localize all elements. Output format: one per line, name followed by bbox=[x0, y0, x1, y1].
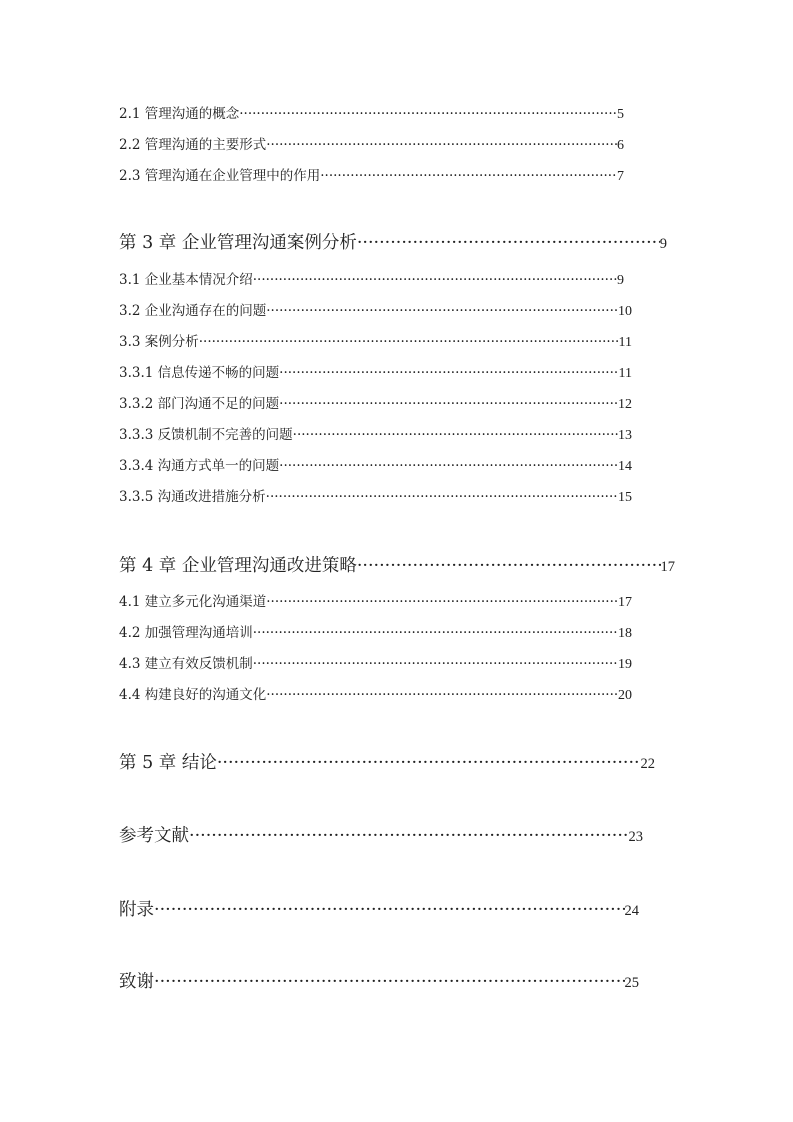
dot-leader bbox=[266, 137, 617, 153]
dot-leader bbox=[154, 900, 625, 920]
toc-section-entry[interactable] bbox=[119, 621, 632, 641]
toc-chapter-entry[interactable] bbox=[119, 896, 639, 922]
dot-leader bbox=[357, 556, 661, 576]
toc-section-entry[interactable] bbox=[119, 361, 632, 381]
toc-section-entry[interactable] bbox=[119, 485, 632, 505]
toc-entry-title: 2.1 管理沟通的概念 bbox=[119, 106, 240, 122]
toc-page-number: 6 bbox=[617, 138, 624, 153]
toc-page-number: 11 bbox=[618, 366, 632, 381]
toc-section-entry[interactable] bbox=[119, 454, 632, 474]
toc-entry-title: 参考文献 bbox=[119, 826, 189, 846]
toc-entry-title: 4.1 建立多元化沟通渠道 bbox=[119, 594, 267, 610]
toc-page-number: 18 bbox=[618, 626, 632, 641]
dot-leader bbox=[253, 272, 617, 288]
toc-entry-title: 3.3.4 沟通方式单一的问题 bbox=[119, 458, 280, 474]
dot-leader bbox=[266, 594, 618, 610]
toc-entry-title: 2.2 管理沟通的主要形式 bbox=[119, 137, 267, 153]
toc-page-number: 9 bbox=[659, 236, 667, 252]
dot-leader bbox=[239, 106, 617, 122]
toc-page-number: 10 bbox=[618, 304, 632, 319]
toc-entry-title: 第 4 章 企业管理沟通改进策略 bbox=[119, 556, 357, 576]
toc-entry-title: 2.3 管理沟通在企业管理中的作用 bbox=[119, 168, 321, 184]
dot-leader bbox=[253, 625, 618, 641]
toc-entry-title: 3.2 企业沟通存在的问题 bbox=[119, 303, 267, 319]
toc-section-entry[interactable] bbox=[119, 330, 632, 350]
toc-page-number: 25 bbox=[624, 975, 639, 991]
toc-page-number: 20 bbox=[618, 688, 632, 703]
toc-entry-title: 第 3 章 企业管理沟通案例分析 bbox=[119, 233, 357, 253]
toc-section-entry[interactable] bbox=[119, 164, 624, 184]
toc-entry-title: 4.3 建立有效反馈机制 bbox=[119, 656, 253, 672]
dot-leader bbox=[279, 458, 618, 474]
toc-page-number: 7 bbox=[617, 169, 624, 184]
toc-section-entry[interactable] bbox=[119, 392, 632, 412]
toc-page-number: 12 bbox=[618, 397, 632, 412]
toc-section-entry[interactable] bbox=[119, 683, 632, 703]
dot-leader bbox=[279, 396, 618, 412]
toc-entry-title: 4.2 加强管理沟通培训 bbox=[119, 625, 253, 641]
toc-page-number: 17 bbox=[618, 595, 632, 610]
toc-section-entry[interactable] bbox=[119, 590, 632, 610]
toc-page-number: 19 bbox=[618, 657, 632, 672]
dot-leader bbox=[320, 168, 617, 184]
toc-entry-title: 3.3 案例分析 bbox=[119, 334, 199, 350]
toc-entry-title: 第 5 章 结论 bbox=[119, 753, 217, 773]
toc-chapter-entry[interactable] bbox=[119, 229, 667, 255]
toc-page-number: 5 bbox=[617, 107, 624, 122]
dot-leader bbox=[189, 826, 629, 846]
dot-leader bbox=[253, 656, 618, 672]
toc-section-entry[interactable] bbox=[119, 299, 632, 319]
toc-entry-title: 3.3.1 信息传递不畅的问题 bbox=[119, 365, 280, 381]
dot-leader bbox=[217, 753, 641, 773]
toc-page-number: 11 bbox=[618, 335, 632, 350]
toc-entry-title: 4.4 构建良好的沟通文化 bbox=[119, 687, 267, 703]
toc-section-entry[interactable] bbox=[119, 133, 624, 153]
dot-leader bbox=[266, 303, 618, 319]
toc-page-number: 14 bbox=[618, 459, 632, 474]
toc-entry-title: 3.3.2 部门沟通不足的问题 bbox=[119, 396, 280, 412]
toc-entry-title: 附录 bbox=[119, 900, 154, 920]
toc-section-entry[interactable] bbox=[119, 102, 624, 122]
toc-page-number: 13 bbox=[618, 428, 632, 443]
toc-section-entry[interactable] bbox=[119, 423, 632, 443]
toc-section-entry[interactable] bbox=[119, 652, 632, 672]
toc-entry-title: 3.1 企业基本情况介绍 bbox=[119, 272, 253, 288]
dot-leader bbox=[266, 489, 618, 505]
toc-page-number: 9 bbox=[617, 273, 624, 288]
toc-section-entry[interactable] bbox=[119, 268, 624, 288]
toc-chapter-entry[interactable] bbox=[119, 749, 655, 775]
dot-leader bbox=[154, 972, 625, 992]
toc-chapter-entry[interactable] bbox=[119, 822, 643, 848]
dot-leader bbox=[266, 687, 618, 703]
toc-page-number: 22 bbox=[640, 756, 655, 772]
toc-entry-title: 3.3.3 反馈机制不完善的问题 bbox=[119, 427, 293, 443]
dot-leader bbox=[357, 233, 660, 253]
toc-entry-title: 致谢 bbox=[119, 972, 154, 992]
toc-page-number: 23 bbox=[628, 829, 643, 845]
toc-chapter-entry[interactable] bbox=[119, 552, 675, 578]
toc-page-number: 15 bbox=[618, 490, 632, 505]
toc-chapter-entry[interactable] bbox=[119, 968, 639, 994]
dot-leader bbox=[279, 365, 618, 381]
toc-page-number: 17 bbox=[660, 559, 675, 575]
toc-entry-title: 3.3.5 沟通改进措施分析 bbox=[119, 489, 266, 505]
toc-page-number: 24 bbox=[624, 903, 639, 919]
dot-leader bbox=[293, 427, 618, 443]
dot-leader bbox=[199, 334, 619, 350]
